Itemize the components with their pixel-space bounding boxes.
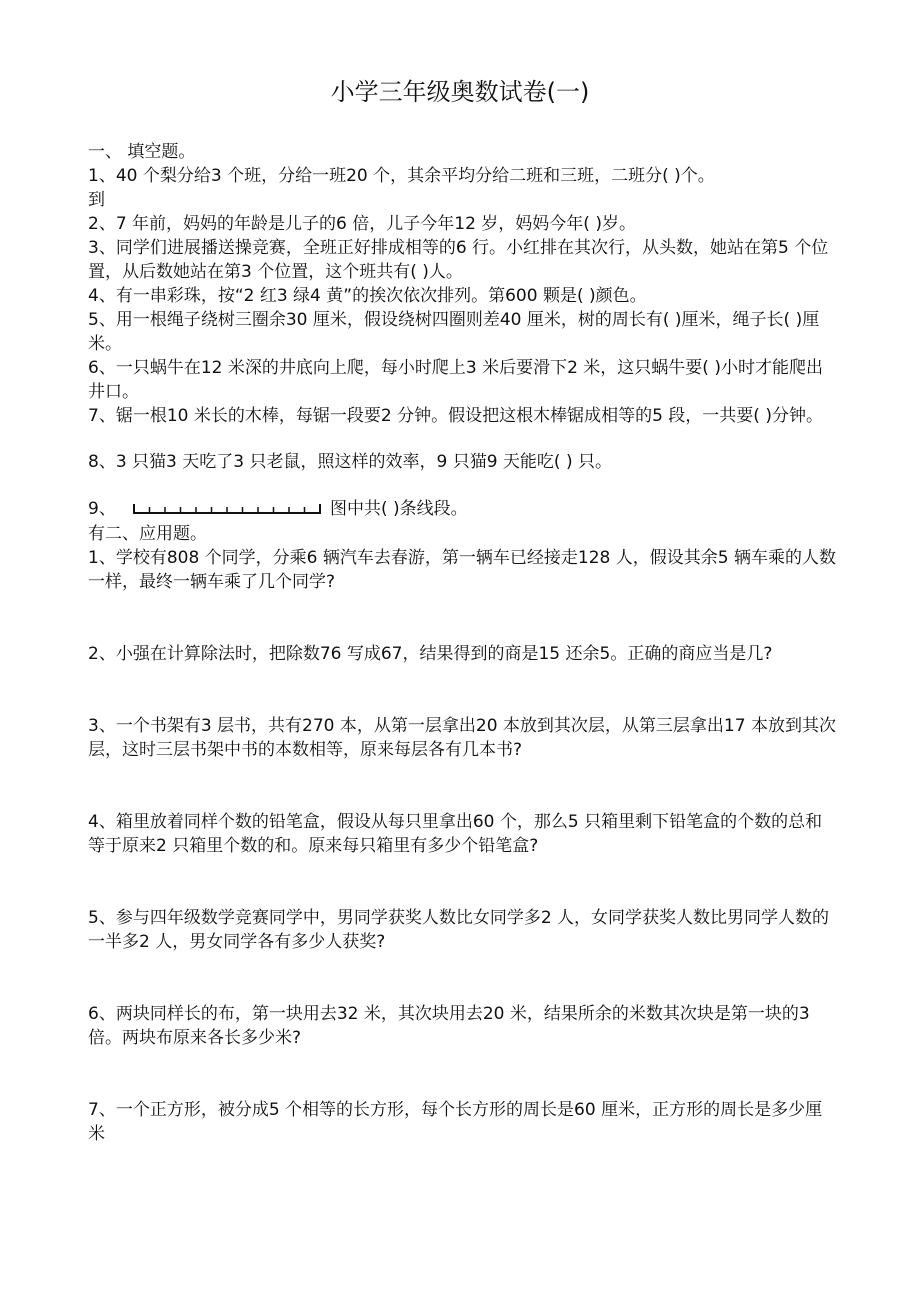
fill-question-4: 4、有一串彩珠，按“2 红3 绿4 黄”的挨次依次排列。第600 颗是( )颜色。 xyxy=(88,286,647,306)
application-question-3: 3、一个书架有3 层书，共有270 本，从第一层拿出20 本放到其次层，从第三层拿出17 本放到其次层，这时三层书架中书的本数相等，原来每层各有几本书? xyxy=(88,716,836,760)
fill-question-9 xyxy=(88,496,838,522)
question-9-text: 图中共( )条线段。 xyxy=(330,499,468,519)
fill-question-5: 5、用一根绳子绕树三圈余30 厘米，假设绕树四圈则差40 厘米，树的周长有( )厘米，绳子长( )厘米。 xyxy=(88,310,820,354)
application-question-4: 4、箱里放着同样个数的铅笔盒，假设从每只里拿出60 个，那么5 只箱里剩下铅笔盒的个数的总和等于原来2 只箱里个数的和。原来每只箱里有多少个铅笔盒? xyxy=(88,812,823,856)
fill-question-1-continuation: 到 xyxy=(88,190,105,210)
fill-question-1: 1、40 个梨分给3 个班，分给一班20 个，其余平均分给二班和三班，二班分( )个。 xyxy=(88,166,715,186)
question-9-number: 9、 xyxy=(88,499,116,519)
section-heading-fill-blank: 一、 填空题。 xyxy=(88,142,196,162)
application-question-5: 5、参与四年级数学竞赛同学中，男同学获奖人数比女同学多2 人，女同学获奖人数比男同学人数的一半多2 人，男女同学各有多少人获奖? xyxy=(88,908,830,952)
application-question-1: 1、学校有808 个同学，分乘6 辆汽车去春游，第一辆车已经接走128 人，假设其余5 辆车乘的人数一样，最终一辆车乘了几个同学? xyxy=(88,548,836,592)
line-segment-figure-icon xyxy=(132,502,322,516)
page-title: 小学三年级奥数试卷(一) xyxy=(330,78,590,106)
application-question-7: 7、一个正方形，被分成5 个相等的长方形，每个长方形的周长是60 厘米，正方形的周长是多少厘米 xyxy=(88,1100,823,1144)
application-question-2: 2、小强在计算除法时，把除数76 写成67，结果得到的商是15 还余5。正确的商应当是几? xyxy=(88,644,773,664)
fill-question-8: 8、3 只猫3 天吃了3 只老鼠，照这样的效率，9 只猫9 天能吃( ) 只。 xyxy=(88,452,612,472)
application-question-6: 6、两块同样长的布，第一块用去32 米，其次块用去20 米，结果所余的米数其次块是第一块的3 倍。两块布原来各长多少米? xyxy=(88,1004,810,1048)
section-heading-application: 有二、应用题。 xyxy=(88,524,207,544)
fill-question-6: 6、一只蜗牛在12 米深的井底向上爬，每小时爬上3 米后要滑下2 米，这只蜗牛要( )小时才能爬出井口。 xyxy=(88,358,823,402)
fill-question-2: 2、7 年前，妈妈的年龄是儿子的6 倍，儿子今年12 岁，妈妈今年( )岁。 xyxy=(88,214,636,234)
exam-body xyxy=(88,140,838,1146)
fill-question-3: 3、同学们进展播送操竞赛，全班正好排成相等的6 行。小红排在其次行，从头数，她站在第5 个位置，从后数她站在第3 个位置，这个班共有( )人。 xyxy=(88,238,829,282)
fill-question-7: 7、锯一根10 米长的木棒，每锯一段要2 分钟。假设把这根木棒锯成相等的5 段，一共要( )分钟。 xyxy=(88,406,823,426)
